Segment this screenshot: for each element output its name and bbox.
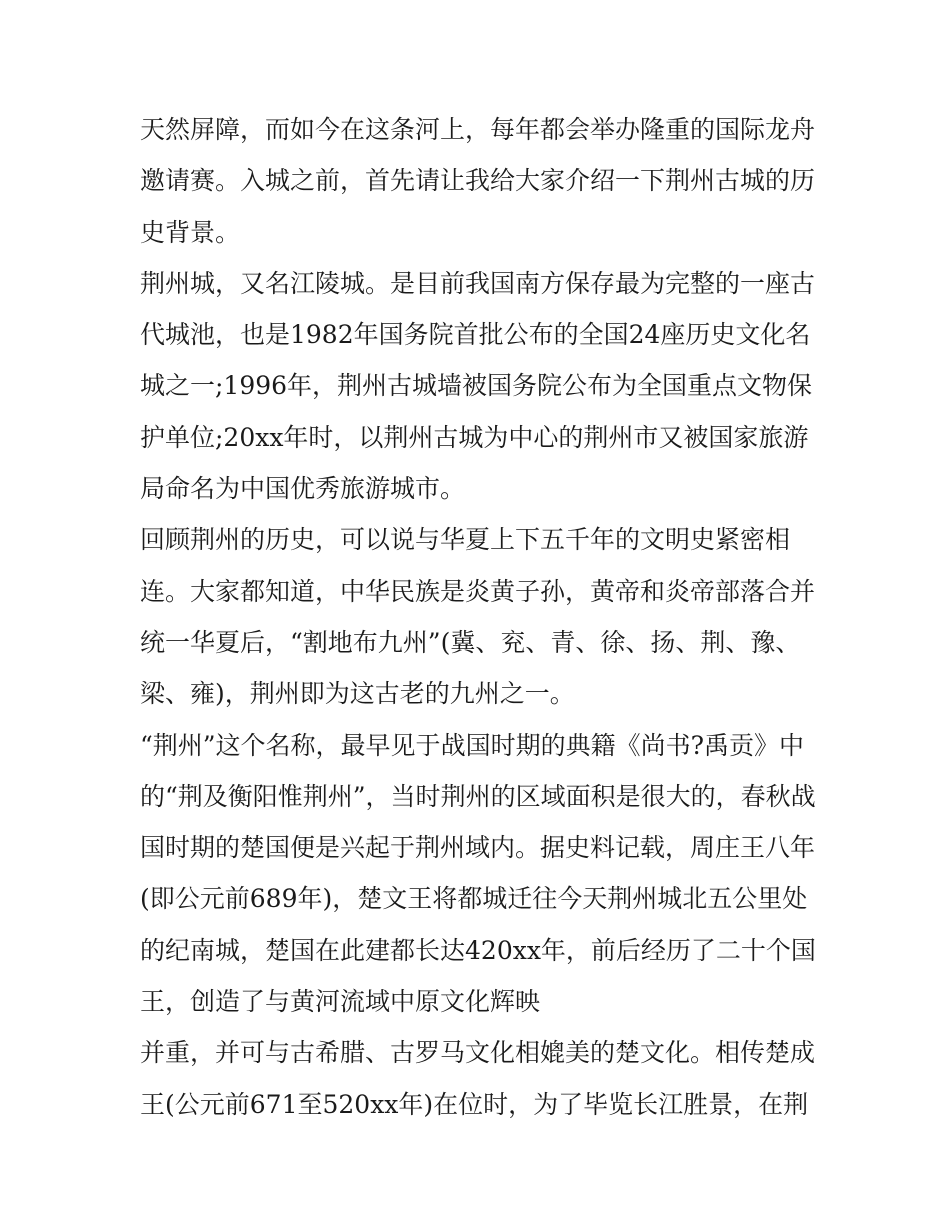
text-line: 统一华夏后，“割地布九州”(冀、兖、青、徐、扬、荆、豫、 [140, 627, 801, 657]
text-line: 的“荆及衡阳惟荆州”，当时荆州的区域面积是很大的，春秋战 [140, 781, 816, 811]
text-line: 城之一;1996年，荆州古城墙被国务院公布为全国重点文物保 [140, 371, 813, 401]
text-line: 荆州城，又名江陵城。是目前我国南方保存最为完整的一座古 [140, 268, 816, 298]
text-line: 国时期的楚国便是兴起于荆州域内。据史料记载，周庄王八年 [140, 833, 816, 863]
text-line: 连。大家都知道，中华民族是炎黄子孙，黄帝和炎帝部落合并 [140, 576, 816, 606]
text-line: 邀请赛。入城之前，首先请让我给大家介绍一下荆州古城的历 [140, 166, 816, 196]
text-line: 史背景。 [140, 217, 241, 247]
text-line: 的纪南城，楚国在此建都长达420xx年，前后经历了二十个国 [140, 935, 816, 965]
text-line: 并重，并可与古希腊、古罗马文化相媲美的楚文化。相传楚成 [140, 1038, 816, 1068]
text-line: 护单位;20xx年时，以荆州古城为中心的荆州市又被国家旅游 [140, 422, 809, 452]
text-line: 代城池，也是1982年国务院首批公布的全国24座历史文化名 [140, 320, 811, 350]
text-line: 梁、雍)，荆州即为这古老的九州之一。 [140, 679, 575, 709]
text-line: “荆州”这个名称，最早见于战国时期的典籍《尚书?禹贡》中 [140, 730, 804, 760]
body-text [140, 104, 830, 1130]
text-line: 回顾荆州的历史，可以说与华夏上下五千年的文明史紧密相 [140, 525, 791, 555]
text-line: 天然屏障，而如今在这条河上，每年都会举办隆重的国际龙舟 [140, 115, 816, 144]
text-line: 王，创造了与黄河流域中原文化辉映 [140, 987, 541, 1017]
text-line: 局命名为中国优秀旅游城市。 [140, 474, 466, 504]
text-line: 王(公元前671至520xx年)在位时，为了毕览长江胜景，在荆 [140, 1089, 809, 1119]
text-line: (即公元前689年)，楚文王将都城迁往今天荆州城北五公里处 [140, 884, 808, 914]
